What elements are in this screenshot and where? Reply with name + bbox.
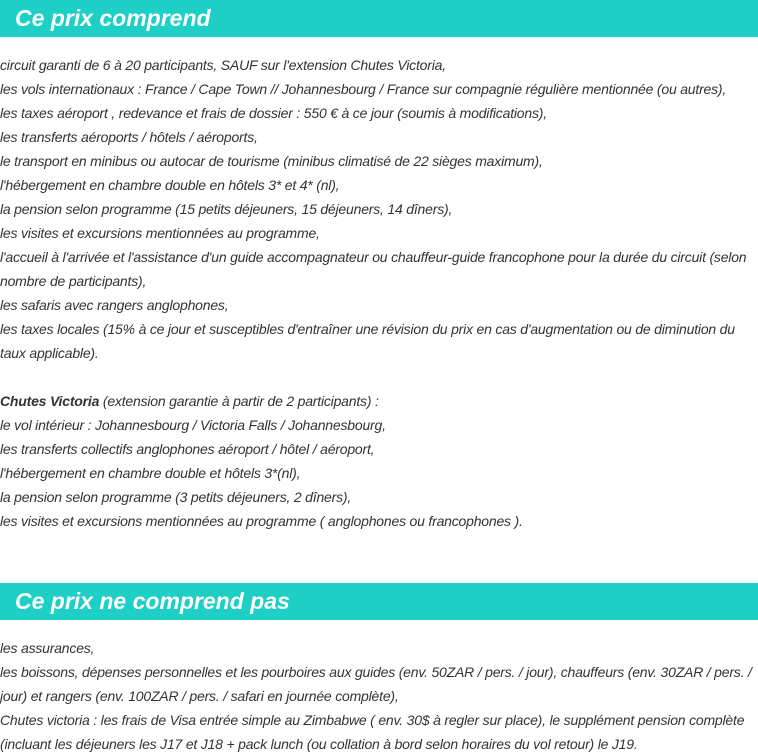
list-item: Chutes victoria : les frais de Visa entrée simple au Zimbabwe ( env. 30$ à regler sur place), le supplément pension complète (incluant les déjeuners les J17 et J18 + pack lunch (ou collation à bord selon horaires du vol retour) le J19. xyxy=(0,712,745,752)
list-item: les transferts aéroports / hôtels / aéroports, xyxy=(0,129,258,145)
list-item: les assurances, xyxy=(0,640,95,656)
included-list xyxy=(0,53,758,365)
excluded-list xyxy=(0,636,758,756)
extension-list xyxy=(0,389,758,533)
list-item: les safaris avec rangers anglophones, xyxy=(0,297,229,313)
list-item: circuit garanti de 6 à 20 participants, SAUF sur l'extension Chutes Victoria, xyxy=(0,57,446,73)
list-item: le transport en minibus ou autocar de tourisme (minibus climatisé de 22 sièges maximum), xyxy=(0,153,543,169)
list-item: l'hébergement en chambre double et hôtels 3*(nl), xyxy=(0,465,301,481)
extension-title: Chutes Victoria xyxy=(0,393,100,409)
list-item: l'accueil à l'arrivée et l'assistance d'un guide accompagnateur ou chauffeur-guide francophone pour la durée du circuit (selon nombre de participants), xyxy=(0,249,747,289)
list-item: les visites et excursions mentionnées au programme, xyxy=(0,225,320,241)
list-item: les boissons, dépenses personnelles et les pourboires aux guides (env. 50ZAR / pers. / jour), chauffeurs (env. 30ZAR / pers. / jour) et rangers (env. 100ZAR / pers. / safari en journée complète), xyxy=(0,664,752,704)
list-item: la pension selon programme (15 petits déjeuners, 15 déjeuners, 14 dîners), xyxy=(0,201,453,217)
list-item: les taxes locales (15% à ce jour et susceptibles d'entraîner une révision du prix en cas d'augmentation ou de diminution du taux applicable). xyxy=(0,321,735,361)
extension-note: (extension garantie à partir de 2 participants) : xyxy=(99,393,379,409)
list-item: les transferts collectifs anglophones aéroport / hôtel / aéroport, xyxy=(0,441,375,457)
list-item: la pension selon programme (3 petits déjeuners, 2 dîners), xyxy=(0,489,352,505)
extension-heading xyxy=(0,389,758,413)
list-item: les visites et excursions mentionnées au programme ( anglophones ou francophones ). xyxy=(0,513,523,529)
section-title-included: Ce prix comprend xyxy=(0,0,758,37)
list-item: l'hébergement en chambre double en hôtels 3* et 4* (nl), xyxy=(0,177,340,193)
list-item: les taxes aéroport , redevance et frais de dossier : 550 € à ce jour (soumis à modifications), xyxy=(0,105,547,121)
list-item: les vols internationaux : France / Cape Town // Johannesbourg / France sur compagnie régulière mentionnée (ou autres), xyxy=(0,81,727,97)
section-title-excluded: Ce prix ne comprend pas xyxy=(0,583,758,620)
list-item: le vol intérieur : Johannesbourg / Victoria Falls / Johannesbourg, xyxy=(0,417,386,433)
